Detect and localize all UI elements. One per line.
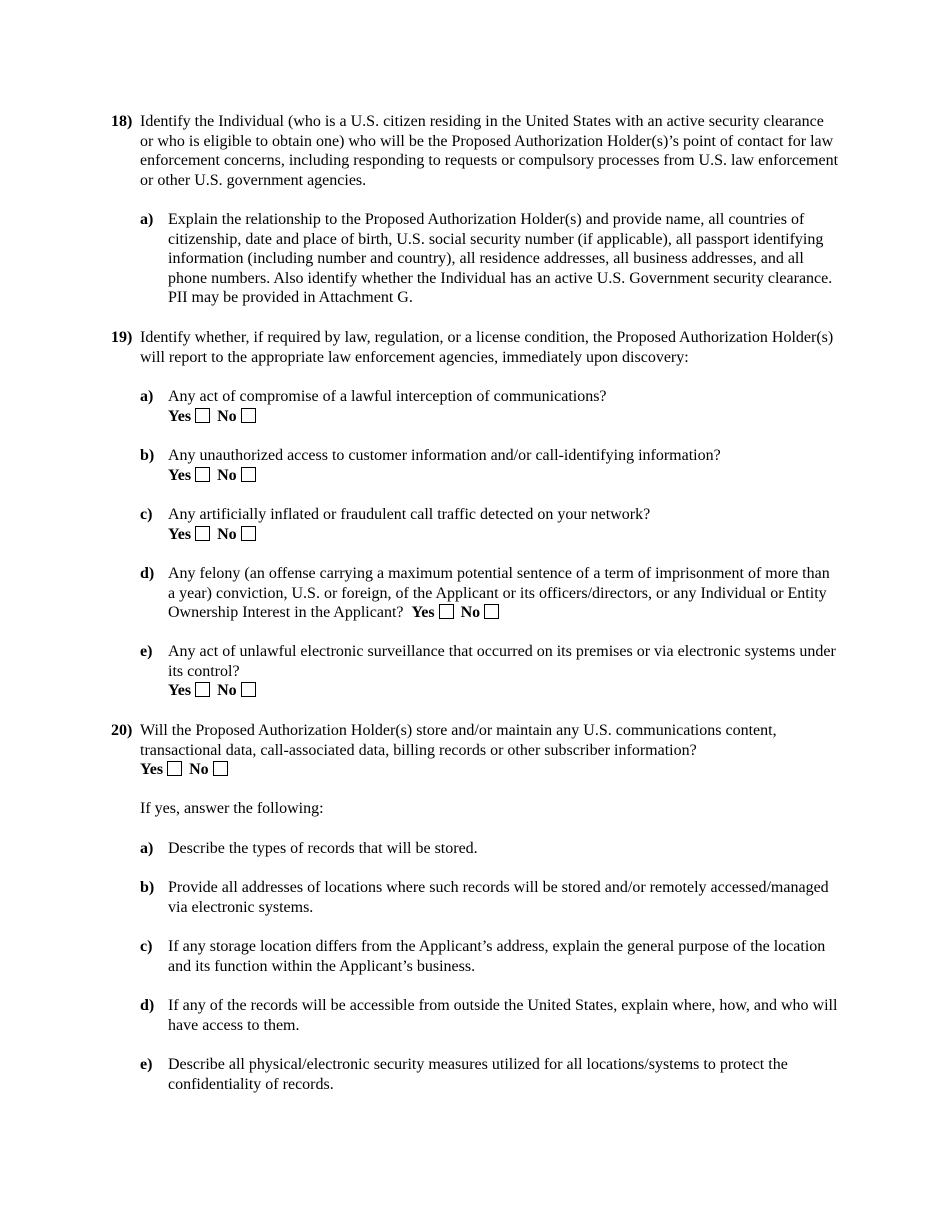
- item-label: a): [140, 840, 154, 857]
- question-number: 20): [111, 722, 133, 739]
- question-19a: [140, 387, 840, 426]
- item-label: e): [140, 1056, 153, 1073]
- no-checkbox[interactable]: [241, 467, 256, 482]
- item-label: b): [140, 879, 155, 896]
- question-number: 19): [111, 329, 133, 346]
- yes-checkbox[interactable]: [167, 761, 182, 776]
- yes-no-choice: [168, 682, 263, 699]
- item-text: Any artificially inflated or fraudulent call traffic detected on your network?: [168, 506, 651, 523]
- yes-label: Yes: [168, 682, 192, 700]
- yes-label: Yes: [411, 604, 435, 622]
- item-text: Any unauthorized access to customer information and/or call-identifying information?: [168, 447, 721, 464]
- yes-label: Yes: [140, 761, 164, 779]
- item-text: If any storage location differs from the Applicant’s address, explain the general purpose of the location and its function within the Applicant’s business.: [168, 938, 826, 975]
- question-20a: [140, 839, 840, 859]
- item-text: Describe all physical/electronic security measures utilized for all locations/systems to protect the confidentiality of records.: [168, 1056, 788, 1093]
- yes-checkbox[interactable]: [195, 408, 210, 423]
- question-text: Identify the Individual (who is a U.S. citizen residing in the United States with an active security clearance or who is eligible to obtain one) who will be the Proposed Authorization Holder(s)’s point of contact for law enforcement concerns, including responding to requests or compulsory processes from U.S. law enforcement or other U.S. government agencies.: [140, 113, 839, 189]
- no-label: No: [460, 604, 481, 622]
- no-checkbox[interactable]: [241, 526, 256, 541]
- yes-checkbox[interactable]: [195, 526, 210, 541]
- question-20: [111, 721, 841, 780]
- question-20c: [140, 937, 840, 976]
- yes-label: Yes: [168, 466, 192, 484]
- no-checkbox[interactable]: [241, 408, 256, 423]
- question-18: [111, 112, 841, 190]
- item-label: e): [140, 643, 153, 660]
- item-text: Any act of compromise of a lawful interception of communications?: [168, 388, 607, 405]
- no-label: No: [189, 761, 209, 779]
- item-label: a): [140, 211, 154, 228]
- item-label: d): [140, 565, 155, 582]
- item-text: If any of the records will be accessible from outside the United States, explain where, how, and who will have access to them.: [168, 997, 838, 1034]
- question-19b: [140, 446, 840, 485]
- no-label: No: [217, 682, 237, 700]
- yes-no-choice: [168, 467, 263, 484]
- yes-no-choice: [140, 761, 235, 778]
- yes-label: Yes: [168, 407, 192, 425]
- question-20e: [140, 1055, 840, 1094]
- question-text: Identify whether, if required by law, regulation, or a license condition, the Proposed Authorization Holder(s) will report to the appropriate law enforcement agencies, immediately upon discovery:: [140, 329, 834, 366]
- item-text: Any act of unlawful electronic surveillance that occurred on its premises or via electronic systems under its control?: [168, 643, 836, 680]
- yes-checkbox[interactable]: [195, 467, 210, 482]
- item-text: Any felony (an offense carrying a maximum potential sentence of a term of imprisonment of more than a year) conviction, U.S. or foreign, of the Applicant or its officers/directors, or any Individual or Entity Ownership Interest in the Applicant?: [168, 565, 830, 622]
- question-19: [111, 328, 841, 367]
- question-20d: [140, 996, 840, 1035]
- no-checkbox[interactable]: [241, 682, 256, 697]
- question-19d: [140, 564, 840, 623]
- yes-checkbox[interactable]: [439, 604, 454, 619]
- yes-no-choice: [168, 408, 263, 425]
- yes-no-choice: [408, 604, 507, 621]
- if-yes-instruction: If yes, answer the following:: [140, 800, 324, 817]
- yes-no-choice: [168, 526, 263, 543]
- question-18a: [140, 210, 840, 308]
- item-label: c): [140, 506, 153, 523]
- no-label: No: [217, 407, 237, 425]
- no-checkbox[interactable]: [213, 761, 228, 776]
- no-checkbox[interactable]: [484, 604, 499, 619]
- item-label: c): [140, 938, 153, 955]
- question-19c: [140, 505, 840, 544]
- no-label: No: [217, 525, 237, 543]
- yes-label: Yes: [168, 525, 192, 543]
- question-20b: [140, 878, 840, 917]
- item-label: a): [140, 388, 154, 405]
- item-text: Describe the types of records that will be stored.: [168, 840, 478, 857]
- item-label: d): [140, 997, 155, 1014]
- item-text: Provide all addresses of locations where such records will be stored and/or remotely accessed/managed via electronic systems.: [168, 879, 829, 916]
- question-number: 18): [111, 113, 133, 130]
- yes-checkbox[interactable]: [195, 682, 210, 697]
- question-19e: [140, 642, 840, 701]
- no-label: No: [217, 466, 237, 484]
- item-text: Explain the relationship to the Proposed Authorization Holder(s) and provide name, all countries of citizenship, date and place of birth, U.S. social security number (if applicable), all passport identifying information (including number and country), all residence addresses, all business addresses, and all phone numbers. Also identify whether the Individual has an active U.S. Government security clearance. PII may be provided in Attachment G.: [168, 211, 833, 307]
- question-text: Will the Proposed Authorization Holder(s) store and/or maintain any U.S. communications content, transactional data, call-associated data, billing records or other subscriber information?: [140, 722, 777, 759]
- item-label: b): [140, 447, 155, 464]
